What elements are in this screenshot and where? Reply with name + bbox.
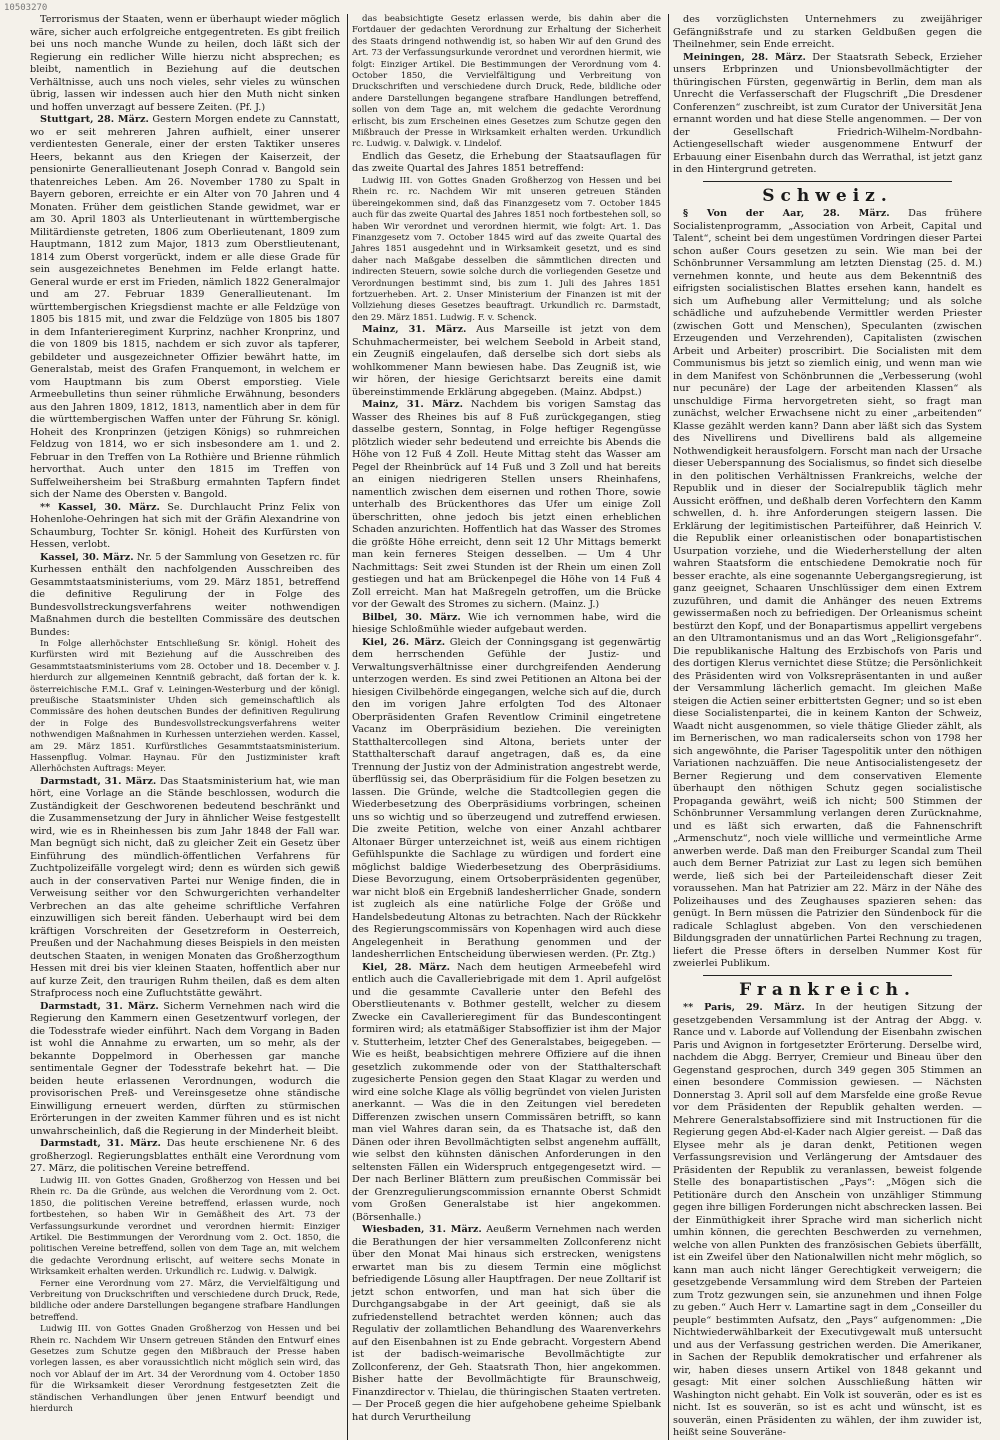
article-text: Terrorismus der Staaten, wenn er überhaupt wieder möglich wäre, sicher auch erfolgreiche entgegentreten. Es gibt freilich bei uns noch manche Wunde zu heilen, doch läßt sich der Regierung ein redlicher Wille hierzu nicht absprechen; es bleibt, namentlich in Beziehung auf die deutschen Verhältnisse, auch uns noch vieles, sehr vieles zu wünschen übrig, lassen wir indessen auch hier den Muth nicht sinken und hoffen unverzagt auf bessere Zeiten. (Pf. J.)	[30, 14, 340, 113]
decree-paragraph	[352, 176, 661, 324]
article-paragraph	[352, 1224, 661, 1424]
article-dateline: Meiningen, 28. März.	[683, 51, 806, 63]
decree-paragraph	[30, 1279, 340, 1325]
article-dateline: Darmstadt, 31. März.	[40, 1000, 159, 1012]
article-paragraph	[30, 14, 340, 114]
article-dateline: Darmstadt, 31. März.	[40, 775, 157, 787]
article-paragraph	[30, 1001, 340, 1139]
article-text: das beabsichtigte Gesetz erlassen werde, bis dahin aber die Fortdauer der gedachten Verordnung zur Erhaltung der Sicherheit des Staats dringend nothwendig ist, so haben Wir auf den Grund des Art. 73 der Verfassungsurkunde verordnet und verordnen hiermit, wie folgt: Einziger Artikel. Die Bestimmungen der Verordnung vom 4. October 1850, die Vervielfältigung und Verbreitung von Druckschriften und verschiedene durch Druck, Rede, bildliche oder andere Darstellungen begangene strafbare Handlungen betreffend, sollen von dem Tage an, mit welchem die gedachte Verordnung erlischt, bis zum Erscheinen eines Gesetzes zum Schutze gegen den Mißbrauch der Presse in Wirksamkeit erhalten werden. Urkundlich rc. Ludwig. v. Dalwigk. v. Lindelof.	[352, 14, 661, 150]
article-paragraph	[352, 151, 661, 176]
article-text: Ludwig III. von Gottes Gnaden Großherzog von Hessen und bei Rhein rc. Nachdem Wir Unsern getreuen Ständen den Entwurf eines Gesetzes zum Schutze gegen den Mißbrauch der Presse haben vorlegen lassen, es aber voraussichtlich nicht möglich sein wird, das noch vor Ablauf der im Art. 34 der Verordnung vom 4. October 1850 für die Wirksamkeit dieser Verordnung festgesetzten Zeit die ständischen Verhandlungen über jenen Entwurf beendigt und hierdurch	[30, 1324, 340, 1414]
section-heading: Frankreich.	[739, 979, 916, 1000]
decree-paragraph	[30, 1176, 340, 1279]
newspaper-columns	[26, 14, 986, 1438]
article-paragraph	[30, 552, 340, 640]
article-paragraph	[352, 637, 661, 962]
article-text: Aus Marseille ist jetzt von dem Schuhmachermeister, bei welchem Seebold in Arbeit stand, ein Zeugniß eingelaufen, daß derselbe sich dort siebs als wohlkommener Mann bewiesen habe. Das Zeugniß ist, wie wir hören, der hiesige Gerichtsarzt bereits eine damit übereinstimmende Erklärung abgegeben. (Mainz. Abdpst.)	[352, 324, 661, 398]
article-dateline: Stuttgart, 28. März.	[40, 114, 149, 125]
article-dateline: Kassel, 30. März.	[40, 551, 134, 563]
article-text: Ludwig III. von Gottes Gnaden Großherzog von Hessen und bei Rhein rc. rc. Nachdem Wir mit unseren getreuen Ständen übereingekommen sind, daß das Finanzgesetz vom 7. October 1845 auch für das zweite Quartal des Jahres 1851 noch fortbestehen soll, so haben Wir verordnet und verordnen hiermit, wie folgt: Art. 1. Das Finanzgesetz vom 7. October 1845 wird auf das zweite Quartal des Jahres 1851 ausgedehnt und in Wirksamkeit gesetzt, und es sind daher nach Maßgabe desselben die sämmtlichen directen und indirecten Steuern, sowie solche durch die vorliegenden Gesetze und Verordnungen bestimmt sind, bis zum 1. Juli des Jahres 1851 fortzuerheben. Art. 2. Unser Ministerium der Finanzen ist mit der Vollziehung dieses Gesetzes beauftragt. Urkundlich rc. Darmstadt, den 29. März 1851. Ludwig. F. v. Schenck.	[352, 175, 661, 323]
article-dateline: Mainz, 31. März.	[362, 324, 467, 336]
column-3	[668, 14, 986, 1440]
article-text: Ferner eine Verordnung vom 27. März, die Vervielfältigung und Verbreitung von Druckschriften und verschiedene durch Druck, Rede, bildliche oder andere Darstellungen begangene strafbare Handlungen betreffend.	[30, 1278, 340, 1323]
article-text: Nach dem heutigen Armeebefehl wird entlich auch die Cavalleriebrigade mit dem 1. April aufgelöst und die gesammte Cavallerie unter den Befehl des Oberstlieutenants v. Bothmer gestellt, welcher zu diesem Zwecke ein Cavallerieregiment für das Bundescontingent formiren wird; als etatmäßiger Stabsoffizier ist ihm der Major v. Stutterheim, letzter Chef des Generalstabes, beigegeben. — Wie es heißt, beabsichtigen mehrere Offiziere auf die ihnen gesetzlich zukommende oder von der Statthalterschaft zugesicherte Pension gegen den Staat Klagar zu werden und wird eine solche Klage als völlig begründet von vielen Juristen anerkannt. — Was die in den Zeitungen viel beredeten Differenzen zwischen unsern Commissären betrifft, so kann man viel Wahres daran sein, da es Thatsache ist, daß den Dänen oder ihren Bevollmächtigten selbst angenehm auffällt, wie selbst den kühnsten dänischen Anforderungen in den seltensten Fällen ein Widerspruch entgegengesetzt wird. — Der nach Berliner Blättern zum preußischen Commissär bei der Grenzregulierungscommission ernannte Oberst Schmidt vom Großen Generalstabe ist hier angekommen. (Börsenhalle.)	[352, 961, 661, 1223]
article-text: Endlich das Gesetz, die Erhebung der Staatsauflagen für das zweite Quartal des Jahres 1851 betreffend:	[352, 150, 661, 175]
article-dateline: Bilbel, 30. März.	[362, 611, 461, 623]
article-paragraph	[30, 776, 340, 1001]
article-text: Se. Durchlaucht Prinz Felix von Hohenlohe-Oehringen hat sich mit der Gräfin Alexandrine von Schaumburg, Tochter Sr. königl. Hoheit des Kurfürsten von Hessen, verlobt.	[30, 501, 340, 550]
article-text: Sicherm Vernehmen nach wird die Regierung den Kammern einen Gesetzentwurf vorlegen, der die Todesstrafe wieder einführt. Nach dem Vorgang in Baden ist wohl die Annahme zu erwarten, um so mehr, als der bekannte Doppelmord in Oberhessen gar manche sentimentale Gegner der Todesstrafe bekehrt hat. — Die beiden heute erlassenen Verordnungen, wodurch die provisorischen Preß- und Vereinsgesetze ohne ständische Einwilligung erneuert werden, dürften zu stürmischen Erörterungen in der zweiten Kammer führen und es ist nicht unwahrscheinlich, daß die Regierung in der Minderheit bleibt.	[30, 1000, 340, 1137]
article-paragraph	[352, 962, 661, 1225]
article-dateline: Wiesbaden, 31. März.	[362, 1224, 482, 1236]
section-divider	[703, 181, 952, 182]
article-paragraph	[673, 14, 982, 52]
article-text: Das Staatsministerium hat, wie man hört, eine Vorlage an die Stände beschlossen, wodurch die Zuständigkeit der Geschworenen bedeutend beschränkt und die Zusammensetzung der Jury in ähnlicher Weise festgestellt wird, wie es in Rheinhessen bis zum Jahr 1848 der Fall war. Man begnügt sich nicht, daß zu gleicher Zeit ein Gesetz über Einführung des mündlich-öffentlichen Verfahrens für Zuchtpolizeifälle vorgelegt wird; denn es würden sich gewiß auch in der conservativen Partei nur Wenige finden, die in Verweisung seither vor den Schwurgerichten verhandelter Verbrechen an das alte geheime schriftliche Verfahren einzuwilligen sich bereit fänden. Ueberhaupt wird bei dem kräftigen Vorschreiten der Gesetzreform in Oesterreich, Preußen und der Nachahmung dieses Beispiels in den meisten deutschen Staaten, in wenigen Monaten das Großherzogthum Hessen mit drei bis vier kleinen Staaten, hoffentlich aber nur auf kurze Zeit, den traurigen Ruhm theilen, daß es dem alten Strafprocess noch eine Zufluchtstätte gewährt.	[30, 775, 340, 1000]
article-text: Der Staatsrath Sebeck, Erzieher unsers Erbprinzen und Unionsbevollmächtigter der thüringischen Fürsten, gegenwärtig in Berlin, dem man als Unrecht die Verfasserschaft der Flugschrift „Die Dresdener Conferenzen“ zuschreibt, ist zum Curator der Universität Jena ernannt worden und hat diese Stelle angenommen. — Der von der Gesellschaft Friedrich-Wilhelm-Nordbahn-Actiengesellschaft wieder ausgenommene Entwurf der Erbauung einer Eisenbahn durch das Werrathal, ist jetzt ganz in den Hintergrund getreten.	[673, 51, 982, 175]
article-paragraph	[673, 208, 982, 971]
article-paragraph	[30, 1138, 340, 1176]
decree-paragraph	[352, 14, 661, 151]
article-text: Gestern Morgen endete zu Cannstatt, wo er seit mehreren Jahren aufhielt, einer unserer verdientesten Generale, einer der ersten Taktiker unseres Heers, bekannt aus den Kriegen der Kaiserzeit, der pensionirte Generallieutenant Joseph Conrad v. Bangold sein thatenreiches Leben. Am 26. November 1780 zu Spalt in Bayern geboren, erreichte er ein Alter von 70 Jahren und 4 Monaten. Früher dem geistlichen Stande gewidmet, war er am 30. April 1803 als Unterlieutenant in württembergische Militärdienste getreten, 1806 zum Oberlieutenant, 1809 zum Hauptmann, 1812 zum Major, 1813 zum Oberstlieutenant, 1814 zum Oberst vorgerückt, indem er alle diese Grade für sein ausgezeichnetes Benehmen im Felde erlangt hatte. General wurde er erst im Frieden, nämlich 1822 Generalmajor und am 27. Februar 1839 Generallieutenant. Im württembergischen Kriegsdienst machte er alle Feldzüge von 1805 bis 1815 mit, und zwar die Feldzüge von 1805 bis 1807 in dem Infanterieregiment Kurprinz, nachher Kronprinz, und die von 1809 bis 1815, nachdem er sich zuvor als tapferer, gebildeter und ausgezeichneter Offizier bewährt hatte, im Generalstab, meist des Grafen Franquemont, in welchem er vom Hauptmann bis zum Oberst emporstieg. Viele Armeebulletins thun seiner rühmliche Erwähnung, besonders aus den Jahren 1809, 1812, 1813, namentlich aber in dem für die württembergischen Waffen unter der Führung Sr. königl. Hoheit des Kronprinzen (jetzigen Königs) so ruhmreichen Feldzug von 1814, wo er sich insbesondere am 1. und 2. Februar in den Treffen von La Rothière und Brienne rühmlich hervorthat. Auch unter den 1815 im Treffen von Suffelweihersheim bei Straßburg ermahnten Tapfern findet sich der Name des Obersten v. Bangold.	[30, 114, 340, 500]
article-text: In Folge allerhöchster Entschließung Sr. königl. Hoheit des Kurfürsten wird mit Beziehung auf die Ausschreiben des Gesammtstaatsministeriums vom 28. October und 18. December v. J. hierdurch zur allgemeinen Kenntniß gebracht, daß fortan der k. k. österreichische F.M.L. Graf v. Leiningen-Westerburg und der königl. preußische Staatsminister Uhden sich gemeinschaftlich als Commissäre des hohen deutschen Bundes der definitiven Regulirung der in Folge des Bundesvollstreckungsverfahrens weiter nothwendigen Maßnahmen in Kurhessen unterziehen werden. Kassel, am 29. März 1851. Kurfürstliches Gesammtstaatsministerium. Hassenpflug. Volmar. Haynau. Für den Justizminister kraft Allerhöchsten Auftrags: Meyer.	[30, 639, 340, 775]
article-dateline: Kiel, 28. März.	[362, 961, 450, 973]
article-dateline: Darmstadt, 31. März.	[40, 1138, 161, 1150]
article-text: Nachdem bis vorigen Samstag das Wasser des Rheines bis auf 8 Fuß zurückgegangen, stieg dasselbe gestern, Sonntag, in Folge heftiger Regengüsse plötzlich wieder sehr bedeutend und erreichte bis Abends die Höhe von 12 Fuß 4 Zoll. Heute Mittag steht das Wasser am Pegel der Rheinbrück auf 14 Fuß und 3 Zoll und hat bereits an einigen niedrigeren Stellen unsers Rheinhafens, namentlich zwischen dem eisernen und rothen Thore, sowie unterhalb des Brückenthores das Ufer um einige Zoll überschritten, ohne jedoch bis jetzt einen erheblichen Schaden anzurichten. Hoffentlich hat das Wasser des Stromes die größte Höhe erreicht, denn seit 12 Uhr Mittags bemerkt man kein ferneres Steigen desselben. — Um 4 Uhr Nachmittags: Seit zwei Stunden ist der Rhein um einen Zoll gestiegen und hat am Brückenpegel die Höhe von 14 Fuß 4 Zoll erreicht. Man hat Maßregeln getroffen, um die Brücke vor der Gewalt des Stromes zu sichern. (Mainz. J.)	[352, 399, 661, 611]
article-paragraph	[352, 324, 661, 399]
column-1	[26, 14, 344, 1440]
section-heading: Schweiz.	[762, 185, 893, 206]
section-divider	[703, 975, 952, 976]
article-text: Wie ich vernommen habe, wird die hiesige Schloßmühle wieder aufgebaut werden.	[352, 611, 661, 636]
decree-paragraph	[30, 1324, 340, 1415]
article-text: In der heutigen Sitzung der gesetzgebenden Versammlung ist der Antrag der Abgg. v. Rance und v. Laborde auf Vollendung der Eisenbahn zwischen Paris und Avignon in fortgesetzter Erörterung. Derselbe wird, nachdem die Abgg. Berryer, Cremieur und Bineau über den Gegenstand gesprochen, durch 349 gegen 305 Stimmen an einen besondere Commission gewiesen. — Nächsten Donnerstag 3. April soll auf dem Marsfelde eine große Revue vor dem Präsidenten der Republik gehalten werden. — Mehrere Generalstabsoffiziere sind mit Instructionen für die Regierung gegen Abd-el-Kader nach Algier gereist. — Daß das Elysee mehr als je daran denkt, Petitionen wegen Verfassungsrevision und Verlängerung der Amtsdauer des Präsidenten der Republik zu veranlassen, beweist folgende Stelle des bonapartistischen „Pays“: „Mögen sich die Petitionäre durch den Anschein von unzähliger Stimmung gegen ihre billigen Forderungen nicht abschrecken lassen. Bei der Einmüthigkeit ihrer Sprache wird man sicherlich nicht umhin können, die gerechten Beschwerden zu vernehmen, welche von allen Punkten des französischen Gebiets überfällt, ist ein Zweifel über den Nationalwillen nicht mehr möglich, so kann man auch nicht länger Gerechtigkeit verweigern; die gesetzgebende Versammlung wird dem Streben der Parteien zum Trotz gezwungen sein, sie anzunehmen und ihnen Folge zu geben.“ Auch Herr v. Lamartine sagt in dem „Conseiller du peuple“ bestimmten Aufsatz, den „Pays“ aufgenommen: „Die Nichtwiederwählbarkeit der Executivgewalt muß untersucht und aus der Verfassung gestrichen werden. Die Amerikaner, in Sachen der Republik demokratischer und erfahrener als wir, haben dieses unsern Artikel von 1848 gekannt und gesagt: Mit einer solchen Ausschließung hätten wir Washington nicht gehabt. Ein Volk ist souverän, oder es ist es nicht. Ist es souverän, so ist es acht und wünscht, ist es souverän, einen Präsidenten zu wählen, der ihm zuwider ist, heißt seine Souveräne-	[673, 1002, 982, 1438]
article-dateline: ** Kassel, 30. März.	[40, 501, 160, 513]
article-paragraph	[30, 502, 340, 552]
article-text: Das frühere Socialistenprogramm, „Association von Arbeit, Capital und Talent“, scheint bei dem ungestümen Vordringen dieser Partei schon außer Cours gesetzen zu sein. Wie man bei der Schönbrunner Versammlung am letzten Dienstag (25. d. M.) vernehmen konnte, und heute aus dem Bekenntniß des eifrigsten socialistischen Blattes ersehen kann, handelt es sich um Aufhebung aller Vermittelung; und als solche schädliche und aufzuhebende Vermittler werden Priester (zwischen Gott und Menschen), Speculanten (zwischen Erzeugenden und Verzehrenden), Capitalisten (zwischen Arbeit und Arbeiter) proscribirt. Die Socialisten mit dem Communismus bis jetzt so ziemlich einig, und wenn man wie in dem Manifest von Schönbrunnen die „Verbesserung (wohl nur pecunäre) der Lage der arbeitenden Klassen“ als unschuldige Firma hervorgetreten sieht, so fragt man zunächst, welcher Erwachsene nicht zu einer „arbeitenden“ Klasse gezählt werden kann? Dann aber läßt sich das System des Nivellirens und Divellirens bald als allgemeine Nothwendigkeit herausfolgern. Forscht man nach der Ursache dieser Ueberspannung des Socialismus, so findet sich dieselbe in den politischen Verhältnissen Frankreichs, welche der Republik und in dieser der Socialrepublik täglich mehr Aussicht eröffnen, und deßhalb deren Vorfechtern den Kamm schwellen, d. h. ihre Anforderungen steigern lassen. Die Erklärung der legitimistischen Parteiführer, daß Heinrich V. die Republik einer orleanistischen oder bonapartistischen Usurpation vorziehe, und die Wiederherstellung der alten wahren Staatsform die entschiedene Demokratie noch für besser erachte, als eine sogenannte Uebergangsregierung, ist ganz geeignet, Schaaren Unschlüssiger dem einen Extrem zuzuführen, und damit die Anhänger des neuen Extrems gewissermaßen noch zu befriedigen. Der Orleanismus scheint bestürzt den Kopf, und der Bonapartismus appellirt vergebens an den Ultramontanismus und an das Wort „Religionsgefahr“. Die republikanische Haltung des Erzbischofs von Paris und des dortigen Klerus vernichtet diese Stütze; die Persönlichkeit des Präsidenten wird von Volksrepräsentanten in und außer der Versammlung lächerlich gemacht. Im gleichen Maße steigen die Actien seiner erbittertsten Gegner; und so ist eben diese Socialistenpartei, die in keinem Kanton der Schweiz, Waadt nicht ausgenommen, so viele thätige Glieder zählt, als im Bernerischen, wo man radicalerseits schon von 1798 her sich angewöhnte, die Pariser Tagespolitik unter den nöthigen Variationen nachzuäffen. Die neue Antisocialistengesetz der Berner Regierung und dem conservativen Elemente überhaupt den nöthigen Schutz gegen socialistische Propaganda gewährt, weiß ich nicht; 500 Stimmen der Schönbrunner Versammlung verlangen deren Zurücknahme, und es läßt sich erwarten, daß die Fahnenschrift „Armenschutz“, noch viele willliche und vermeintliche Arme anwerben werde. Daß man den Freiburger Scandal zum Theil auch dem Berner Patriziat zur Last zu legen sich bemühen werde, ließ sich bei der Parteileidenschaft dieser Zeit voraussehen. Man hat Patrizier am 22. März in der Nähe des Polizeihauses und des Zeughauses spazieren sehen: das genügt. In Bern müssen die Patrizier den Sündenbock für die radicale Schlaglust abgeben. Von den verschiedenen Bildungsgraden der unnatürlichen Partei Rechnung zu tragen, liefert die Presse öfters in derselben Nummer Kost für zweierlei Publikum.	[673, 208, 982, 969]
column-2	[347, 14, 665, 1440]
page-id: 10503270	[4, 3, 48, 13]
article-dateline: § Von der Aar, 28. März.	[683, 208, 890, 219]
article-text: des vorzüglichsten Unternehmers zu zweijähriger Gefängnißstrafe und zu starken Geldbußen gegen die Theilnehmer, sein Ende erreicht.	[673, 14, 982, 50]
article-dateline: Kiel, 26. März.	[362, 636, 446, 648]
article-text: Ludwig III. von Gottes Gnaden, Großherzog von Hessen und bei Rhein rc. Da die Gründe, aus welchen die Verordnung vom 2. Oct. 1850, die politischen Vereine betreffend, erlassen wurde, noch fortbestehen, so haben Wir in Gemäßheit des Art. 73 der Verfassungsurkunde verordnet und verordnen hiermit: Einziger Artikel. Die Bestimmungen der Verordnung vom 2. Oct. 1850, die politischen Vereine betreffend, sollen von dem Tage an, mit welchem die gedachte Verordnung erlischt, auf weitere sechs Monate in Wirksamkeit erhalten werden. Urkundlich rc. Ludwig. v. Dalwigk.	[30, 1175, 340, 1278]
article-paragraph	[352, 399, 661, 612]
article-dateline: Mainz, 31. März.	[362, 399, 464, 411]
article-dateline: ** Paris, 29. März.	[683, 1002, 805, 1013]
article-text: Aeußerm Vernehmen nach werden die Berathungen der hier versammelten Zollconferenz nicht über den Monat Mai hinaus sich erstrecken, wenigstens erwartet man bis zu diesem Termin eine möglichst befriedigende Lösung aller Hauptfragen. Der neue Zolltarif ist jetzt schon entworfen, und man hat sich über die Durchgangsabgabe in der Art geeinigt, daß sie als zufriedenstellend betrachtet werden können; auch das Regulativ der zollamtlichen Behandlung des Waarenverkehrs auf den Eisenbahnen ist zu Ende gebracht. Vorgestern Abend ist der badisch-weimarische Bevollmächtigte zur Zollconferenz, der Geh. Staatsrath Thon, hier angekommen. Bisher hatte der Bevollmächtigte für Braunschweig, Finanzdirector v. Thielau, die thüringischen Staaten vertreten. — Der Proceß gegen die hier aufgehobene geheime Spielbank hat durch Verurtheilung	[352, 1224, 661, 1423]
article-paragraph	[352, 612, 661, 637]
decree-paragraph	[30, 639, 340, 776]
article-text: Das heute erschienene Nr. 6 des großherzogl. Regierungsblattes enthält eine Verordnung vom 27. März, die politischen Vereine betreffend.	[30, 1138, 340, 1175]
article-paragraph	[30, 114, 340, 502]
article-text: Gleich der Conningsgang ist gegenwärtig dem herrschenden Gefühle der Justiz- und Verwaltungsverhältnisse einer durchgreifenden Aenderung unterzogen werden. Es sind zwei Petitionen an Altona bei der hiesigen Civilbehörde eingegangen, welche sich auf die, durch den im vorigen Jahre erfolgten Tod des Altonaer Oberpräsidenten Grafen Reventlow Criminil eingetretene Vacanz im Oberpräsidium beziehen. Die vereinigten Statthaltercollegen sind Altona, beriets unter der Statthalterschaft darauf angetragen, daß es, da eine Trennung der Justiz von der Administration angestrebt werde, überflüssig sei, das Oberpräsidium für die Folgen besetzen zu lassen. Die Gründe, welche die Stadtcollegien gegen die Wiederbesetzung des Oberpräsidiums vorbringen, scheinen uns so wichtig und so überzeugend und zutreffend erwiesen. Die zweite Petition, welche von einer Anzahl achtbarer Altonaer Bürger unterzeichnet ist, weiß aus einem richtigen Gefühlspunkte die Sachlage zu würdigen und fordert eine möglichst baldige Wiederbesetzung des Oberpräsidiums. Diese Bevorzugung, einem Ortsoberpräsidenten gegenüber, war nicht bloß ein Ergebniß landesherrlicher Gnade, sondern ist zugleich als eine natürliche Folge der Größe und Handelsbedeutung Altonas zu betrachten. Nach der Rückkehr des Regierungscommissärs von Kopenhagen wird auch diese Angelegenheit in Berathung genommen und der landesherrlichen Entscheidung überwiesen werden. (Pr. Ztg.)	[352, 636, 661, 961]
article-paragraph	[673, 1002, 982, 1440]
article-paragraph	[673, 52, 982, 177]
article-text: Nr. 5 der Sammlung von Gesetzen rc. für Kurhessen enthält den nachfolgenden Ausschreiben des Gesammtstaatsministeriums, vom 29. März 1851, betreffend die definitive Regulirung der in Folge des Bundesvollstreckungsverfahrens weiter nothwendigen Maßnahmen durch die bestellten Commissäre des deutschen Bundes:	[30, 551, 340, 638]
